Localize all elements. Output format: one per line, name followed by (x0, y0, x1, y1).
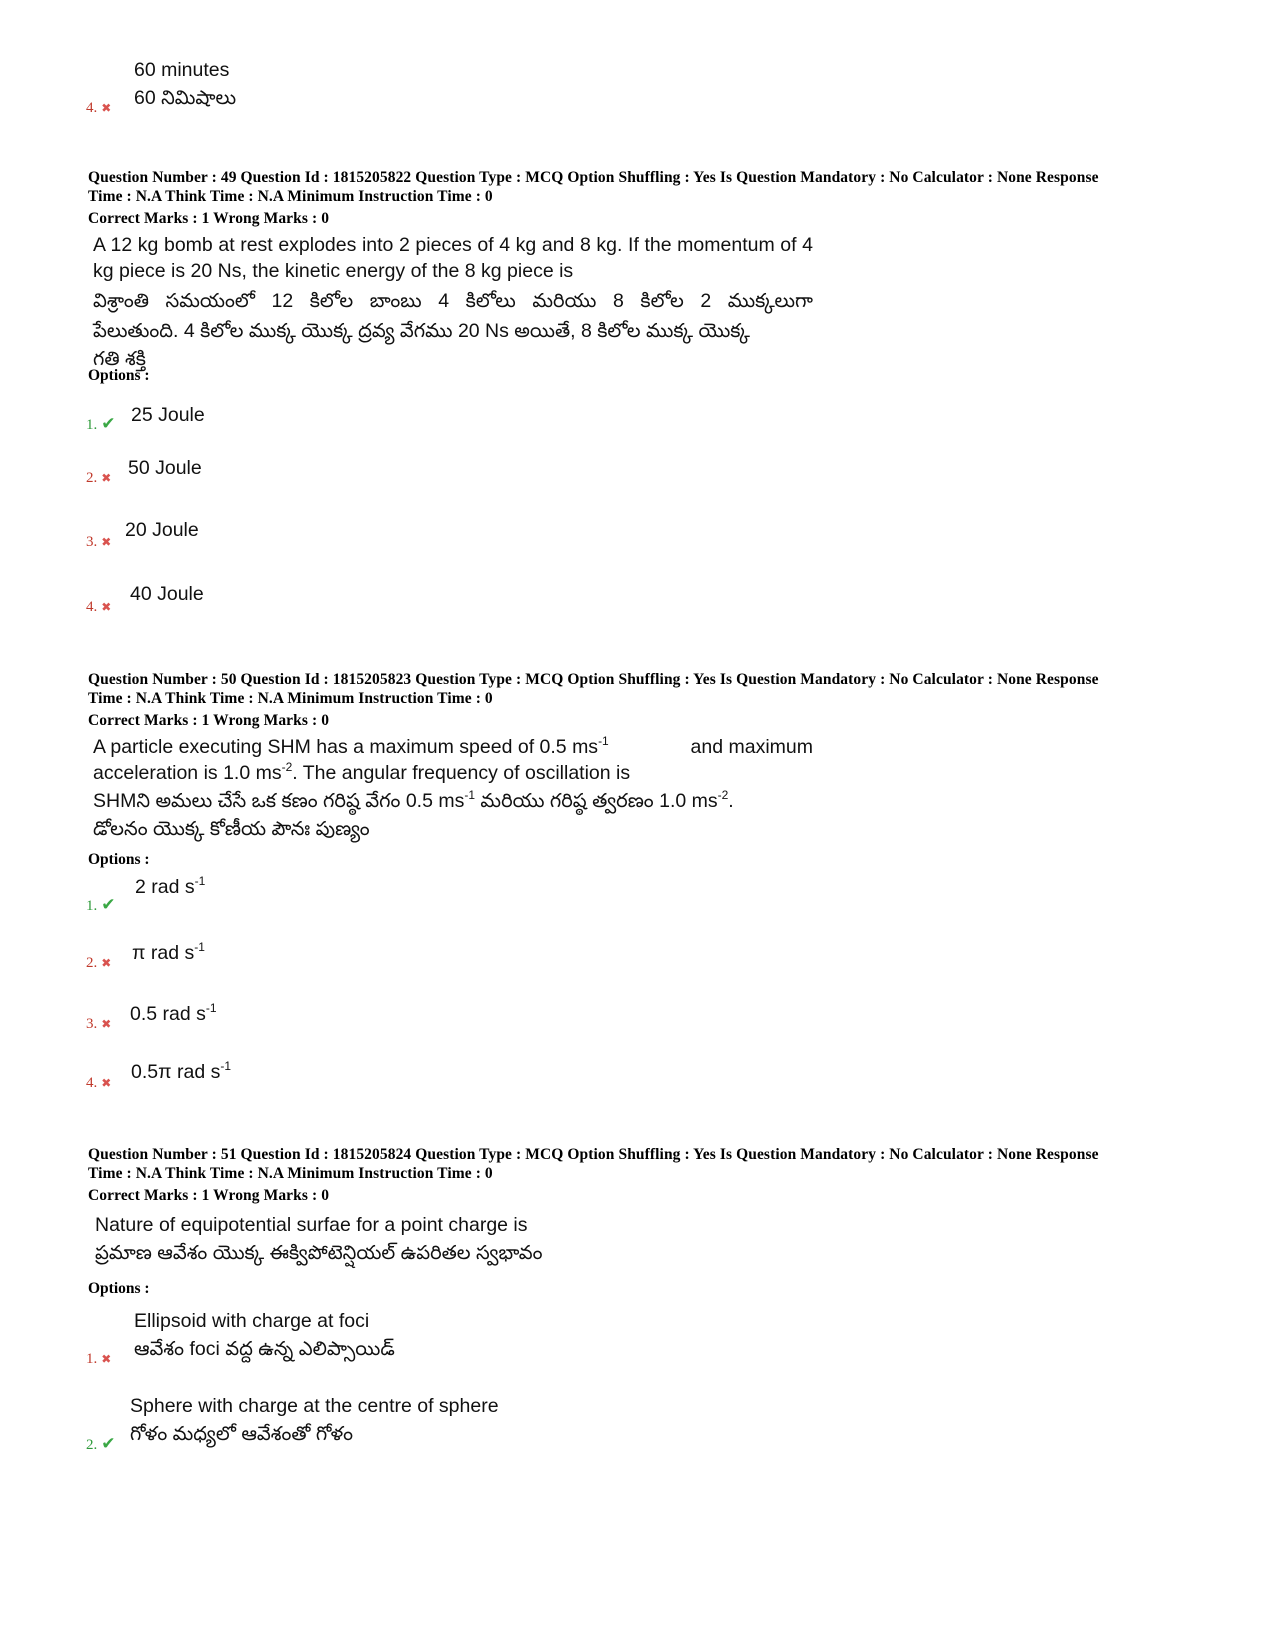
superscript: -1 (194, 874, 206, 888)
options-label: Options : (88, 1280, 150, 1297)
question-fragment: and maximum (690, 736, 813, 758)
option-number-label: 4. (86, 100, 98, 116)
question-fragment (93, 734, 609, 760)
question-meta-line: Time : N.A Think Time : N.A Minimum Instruction Time : 0 (88, 690, 493, 707)
option-number (86, 100, 111, 117)
check-icon: ✔ (101, 1434, 116, 1454)
options-label: Options : (88, 851, 150, 868)
option-number (86, 1016, 111, 1033)
option-number (86, 1351, 111, 1368)
option-line-en: 60 minutes (134, 59, 230, 81)
cross-icon: ✖ (101, 1017, 112, 1031)
option-text: 40 Joule (130, 583, 204, 605)
option-text (130, 1392, 499, 1448)
option-number (86, 470, 111, 487)
question-meta (88, 670, 1198, 730)
question-meta-line: Time : N.A Think Time : N.A Minimum Instruction Time : 0 (88, 188, 493, 205)
question-line: ప్రమాణ ఆవేశం యొక్క ఈక్విపోటెన్షియల్ ఉపరితల స్వభావం (95, 1242, 543, 1264)
option-fragment: 2 rad s (135, 876, 195, 898)
option-number-label: 2. (86, 1437, 98, 1453)
option-number-label: 1. (86, 417, 98, 433)
question-marks: Correct Marks : 1 Wrong Marks : 0 (88, 712, 330, 729)
option-text: 20 Joule (125, 519, 199, 541)
superscript: -1 (464, 788, 476, 802)
question-line: గతి శక్తి (93, 348, 146, 370)
superscript: -1 (598, 734, 609, 748)
cross-icon: ✖ (101, 535, 112, 549)
question-meta (88, 1145, 1198, 1205)
question-line: A 12 kg bomb at rest explodes into 2 pieces of 4 kg and 8 kg. If the momentum of 4 (93, 234, 813, 256)
option-text (135, 873, 205, 901)
option-number-label: 3. (86, 534, 98, 550)
question-line: విశ్రాంతి సమయంలో 12 కిలోల బాంబు 4 కిలోలు మరియు 8 కిలోల 2 ముక్కలుగా (93, 290, 813, 312)
question-text (93, 232, 813, 372)
option-number (86, 534, 111, 551)
cross-icon: ✖ (101, 600, 112, 614)
superscript: -2 (281, 760, 293, 774)
option-text (130, 1000, 217, 1028)
option-number-label: 1. (86, 1351, 98, 1367)
option-number-label: 2. (86, 955, 98, 971)
option-text (131, 1058, 231, 1086)
question-marks: Correct Marks : 1 Wrong Marks : 0 (88, 210, 330, 227)
option-fragment: 0.5 rad s (130, 1003, 206, 1025)
option-line-en: Sphere with charge at the centre of sphere (130, 1395, 499, 1417)
superscript: -1 (194, 940, 205, 954)
question-fragment: SHMని అమలు చేసే ఒక కణం గరిష్ఠ వేగం 0.5 ms (93, 790, 465, 812)
option-number-label: 1. (86, 898, 98, 914)
option-text (134, 1307, 395, 1363)
option-number-label: 4. (86, 1075, 98, 1091)
cross-icon: ✖ (101, 1076, 112, 1090)
cross-icon: ✖ (101, 101, 112, 115)
cross-icon: ✖ (101, 956, 112, 970)
option-number-label: 3. (86, 1016, 98, 1032)
question-meta-line: Question Number : 51 Question Id : 1815205824 Question Type : MCQ Option Shuffling : Yes Is Question Mandatory : No Calculator : None Response (88, 1146, 1099, 1163)
options-label: Options : (88, 367, 150, 384)
option-fragment: π rad s (132, 942, 195, 964)
cross-icon: ✖ (101, 1352, 112, 1366)
question-meta-line: Question Number : 49 Question Id : 1815205822 Question Type : MCQ Option Shuffling : Yes Is Question Mandatory : No Calculator : None Response (88, 169, 1099, 186)
question-line: పేలుతుంది. 4 కిలోల ముక్క యొక్క ద్రవ్య వేగము 20 Ns అయితే, 8 కిలోల ముక్క యొక్క (93, 320, 750, 342)
option-fragment: 0.5π rad s (131, 1061, 221, 1083)
check-icon: ✔ (101, 895, 116, 915)
option-number (86, 414, 116, 434)
question-fragment: acceleration is 1.0 ms (93, 762, 282, 784)
question-text (93, 734, 813, 842)
superscript: -1 (205, 1001, 217, 1015)
option-line-en: Ellipsoid with charge at foci (134, 1310, 370, 1332)
question-line (93, 788, 813, 814)
question-meta-line: Question Number : 50 Question Id : 1815205823 Question Type : MCQ Option Shuffling : Yes Is Question Mandatory : No Calculator : None Response (88, 671, 1099, 688)
option-line-te: 60 నిమిషాలు (134, 87, 237, 109)
question-meta (88, 168, 1198, 228)
option-line-te: గోళం మధ్యలో ఆవేశంతో గోళం (130, 1423, 354, 1445)
question-line: Nature of equipotential surfae for a point charge is (95, 1214, 528, 1236)
superscript: -2 (717, 788, 729, 802)
option-line-te: ఆవేశం foci వద్ద ఉన్న ఎలిప్సాయిడ్ (134, 1338, 395, 1360)
question-fragment: . (728, 790, 734, 812)
question-line: డోలనం యొక్క కోణీయ పౌనః పుణ్యం (93, 818, 370, 840)
question-text (95, 1212, 543, 1266)
question-fragment: మరియు గరిష్ఠ త్వరణం 1.0 ms (475, 790, 718, 812)
question-line: kg piece is 20 Ns, the kinetic energy of the 8 kg piece is (93, 260, 574, 282)
option-text (134, 56, 236, 112)
option-number (86, 1075, 111, 1092)
check-icon: ✔ (101, 414, 116, 434)
option-text: 25 Joule (131, 404, 205, 426)
option-text (132, 939, 205, 967)
question-marks: Correct Marks : 1 Wrong Marks : 0 (88, 1187, 330, 1204)
question-line (93, 734, 813, 760)
option-number (86, 955, 111, 972)
option-number (86, 1434, 116, 1454)
question-fragment: A particle executing SHM has a maximum speed of 0.5 ms (93, 736, 599, 758)
option-number-label: 2. (86, 470, 98, 486)
question-fragment: . The angular frequency of oscillation is (292, 762, 631, 784)
option-number (86, 895, 116, 915)
cross-icon: ✖ (101, 471, 112, 485)
question-meta-line: Time : N.A Think Time : N.A Minimum Instruction Time : 0 (88, 1165, 493, 1182)
option-text: 50 Joule (128, 457, 202, 479)
option-number-label: 4. (86, 599, 98, 615)
option-number (86, 599, 111, 616)
question-line (93, 760, 813, 786)
superscript: -1 (220, 1059, 232, 1073)
